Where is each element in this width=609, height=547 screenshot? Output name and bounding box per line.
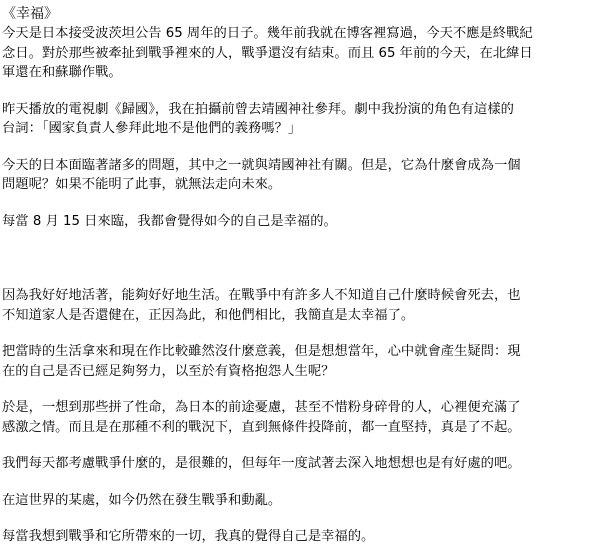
paragraph-1 [2, 24, 602, 83]
paragraph-line: 不知道家人是否還健在，正因為此，和他們相比，我簡直是太幸福了。 [2, 307, 415, 323]
paragraph-line: 每當我想到戰爭和它所帶來的一切，我真的覺得自己是幸福的。 [2, 529, 375, 544]
paragraph-6 [2, 342, 602, 381]
paragraph-line: 我們每天都考慮戰爭什麼的，是很難的，但每年一度試著去深入地想想也是有好處的吧。 [2, 456, 521, 471]
paragraph-7 [2, 398, 602, 437]
document-title: 《幸福》 [2, 6, 58, 22]
paragraph-line: 念日。對於那些被牽扯到戰爭裡來的人，戰爭還沒有結束。而且 65 年前的今天，在北緯日 [2, 45, 533, 61]
paragraph-line: 每當 8 月 15 日來臨，我都會覺得如今的自己是幸福的。 [2, 213, 337, 229]
paragraph-line: 在這世界的某處，如今仍然在發生戰爭和動亂。 [2, 492, 282, 508]
paragraph-line: 問題呢？如果不能明了此事，就無法走向未來。 [2, 177, 282, 192]
paragraph-8 [2, 454, 602, 474]
paragraph-line: 今天是日本接受波茨坦公告 65 周年的日子。幾年前我就在博客裡寫過，今天不應是終戰紀 [2, 26, 533, 41]
paragraph-4 [2, 212, 602, 232]
paragraph-3 [2, 156, 602, 195]
paragraph-5 [2, 286, 602, 325]
paragraph-line: 軍還在和蘇聯作戰。 [2, 65, 122, 80]
paragraph-9 [2, 491, 602, 511]
paragraph-line: 在的自己是否已經足夠努力，以至於有資格抱怨人生呢？ [2, 363, 335, 379]
paragraph-2 [2, 100, 602, 139]
document-body [2, 0, 602, 547]
paragraph-10 [2, 527, 602, 547]
paragraph-line: 感激之情。而且是在那種不利的戰況下，直到無條件投降前，都一直堅持，真是了不起。 [2, 419, 521, 435]
paragraph-line: 昨天播放的電視劇《歸國》，我在拍攝前曾去靖國神社參拜。劇中我扮演的角色有這樣的 [2, 101, 514, 117]
paragraph-line: 因為我好好地活著，能夠好好地生活。在戰爭中有許多人不知道自己什麼時候會死去，也 [2, 288, 521, 303]
paragraph-line: 於是，一想到那些拼了性命，為日本的前途憂慮，甚至不惜粉身碎骨的人，心裡便充滿了 [2, 400, 521, 415]
paragraph-line: 今天的日本面臨著諸多的問題，其中之一就與靖國神社有關。但是，它為什麼會成為一個 [2, 157, 521, 173]
paragraph-line: 台詞：「國家負責人參拜此地不是他們的義務嗎？」 [2, 121, 302, 136]
paragraph-line: 把當時的生活拿來和現在作比較雖然沒什麼意義，但是想想當年，心中就會產生疑問：現 [2, 344, 521, 359]
